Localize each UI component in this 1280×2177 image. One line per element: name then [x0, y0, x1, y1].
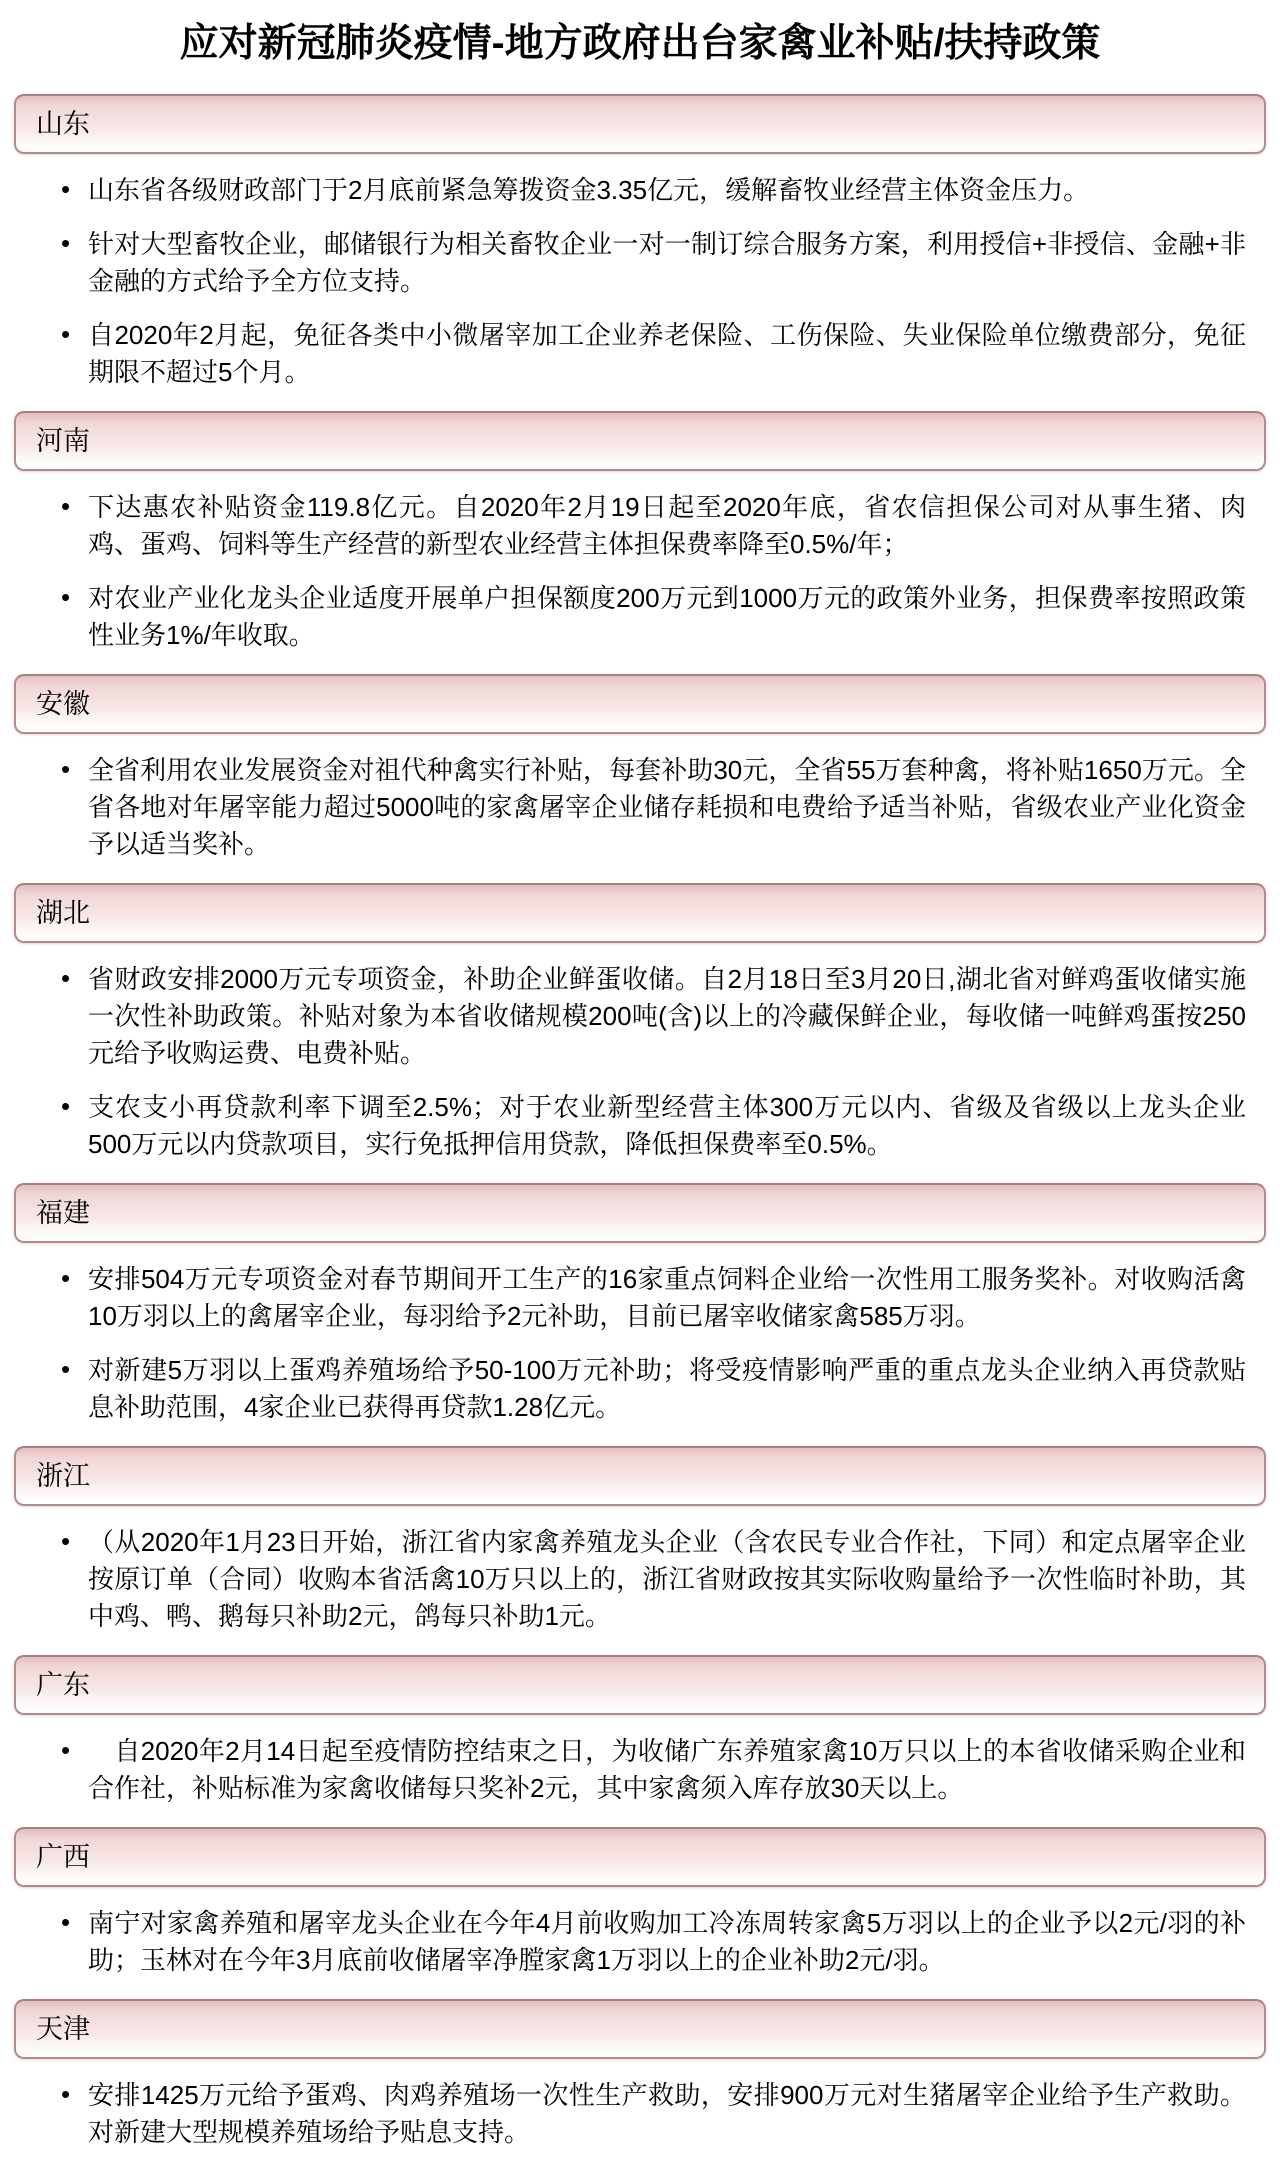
province-header: [14, 1446, 1266, 1506]
policy-bullet-item: • 支农支小再贷款利率下调至2.5%；对于农业新型经营主体300万元以内、省级及省级以上龙头企业500万元以内贷款项目，实行免抵押信用贷款，降低担保费率至0.5%。: [88, 1089, 1246, 1163]
province-section: [0, 411, 1280, 654]
province-header: [14, 883, 1266, 943]
policy-list: [0, 2077, 1280, 2151]
policy-bullet-item: • 安排1425万元给予蛋鸡、肉鸡养殖场一次性生产救助，安排900万元对生猪屠宰企业给予生产救助。对新建大型规模养殖场给予贴息支持。: [88, 2077, 1246, 2151]
page-title: 应对新冠肺炎疫情-地方政府出台家禽业补贴/扶持政策: [179, 22, 1101, 65]
province-section: [0, 883, 1280, 1163]
sections-container: [0, 94, 1280, 2151]
province-name: 山东: [36, 108, 90, 139]
policy-bullet-item: • 安排504万元专项资金对春节期间开工生产的16家重点饲料企业给一次性用工服务奖补。对收购活禽10万羽以上的禽屠宰企业，每羽给予2元补助，目前已屠宰收储家禽585万羽。: [88, 1261, 1246, 1335]
province-name: 广西: [36, 1841, 90, 1872]
province-header: [14, 1655, 1266, 1715]
province-name: 天津: [36, 2013, 90, 2044]
policy-list: [0, 1524, 1280, 1635]
policy-bullet-item: • 下达惠农补贴资金119.8亿元。自2020年2月19日起至2020年底，省农信担保公司对从事生猪、肉鸡、蛋鸡、饲料等生产经营的新型农业经营主体担保费率降至0.5%/年；: [88, 489, 1246, 563]
province-name: 河南: [36, 425, 90, 456]
province-header: [14, 1183, 1266, 1243]
province-name: 浙江: [36, 1460, 90, 1491]
province-header: [14, 1999, 1266, 2059]
policy-bullet-item: • 山东省各级财政部门于2月底前紧急筹拨资金3.35亿元，缓解畜牧业经营主体资金压力。: [88, 172, 1246, 209]
province-header: [14, 1827, 1266, 1887]
policy-list: [0, 489, 1280, 654]
province-section: [0, 1446, 1280, 1635]
province-section: [0, 94, 1280, 391]
policy-bullet-item: • 自2020年2月起，免征各类中小微屠宰加工企业养老保险、工伤保险、失业保险单位缴费部分，免征期限不超过5个月。: [88, 317, 1246, 391]
policy-list: [0, 172, 1280, 391]
policy-list: [0, 1733, 1280, 1807]
province-section: [0, 1999, 1280, 2151]
policy-list: [0, 752, 1280, 863]
province-header: [14, 94, 1266, 154]
policy-bullet-item: • （从2020年1月23日开始，浙江省内家禽养殖龙头企业（含农民专业合作社，下同）和定点屠宰企业按原订单（合同）收购本省活禽10万只以上的，浙江省财政按其实际收购量给予一次性临时补助，其中鸡、鸭、鹅每只补助2元，鸽每只补助1元。: [88, 1524, 1246, 1635]
policy-bullet-item: • 全省利用农业发展资金对祖代种禽实行补贴，每套补助30元，全省55万套种禽，将补贴1650万元。全省各地对年屠宰能力超过5000吨的家禽屠宰企业储存耗损和电费给予适当补贴，省级农业产业化资金予以适当奖补。: [88, 752, 1246, 863]
policy-bullet-item: • 对新建5万羽以上蛋鸡养殖场给予50-100万元补助；将受疫情影响严重的重点龙头企业纳入再贷款贴息补助范围，4家企业已获得再贷款1.28亿元。: [88, 1352, 1246, 1426]
province-name: 福建: [36, 1197, 90, 1228]
policy-bullet-item: • 自2020年2月14日起至疫情防控结束之日，为收储广东养殖家禽10万只以上的本省收储采购企业和合作社，补贴标准为家禽收储每只奖补2元，其中家禽须入库存放30天以上。: [88, 1733, 1246, 1807]
province-section: [0, 674, 1280, 863]
policy-list: [0, 961, 1280, 1163]
policy-bullet-item: • 对农业产业化龙头企业适度开展单户担保额度200万元到1000万元的政策外业务，担保费率按照政策性业务1%/年收取。: [88, 580, 1246, 654]
policy-list: [0, 1261, 1280, 1426]
policy-bullet-item: • 省财政安排2000万元专项资金，补助企业鲜蛋收储。自2月18日至3月20日,湖北省对鲜鸡蛋收储实施一次性补助政策。补贴对象为本省收储规模200吨(含)以上的冷藏保鲜企业，每收储一吨鲜鸡蛋按250元给予收购运费、电费补贴。: [88, 961, 1246, 1072]
province-section: [0, 1655, 1280, 1807]
province-name: 湖北: [36, 897, 90, 928]
province-name: 安徽: [36, 688, 90, 719]
province-section: [0, 1827, 1280, 1979]
province-name: 广东: [36, 1669, 90, 1700]
policy-list: [0, 1905, 1280, 1979]
province-section: [0, 1183, 1280, 1426]
policy-bullet-item: • 南宁对家禽养殖和屠宰龙头企业在今年4月前收购加工冷冻周转家禽5万羽以上的企业予以2元/羽的补助；玉林对在今年3月底前收储屠宰净膛家禽1万羽以上的企业补助2元/羽。: [88, 1905, 1246, 1979]
province-header: [14, 674, 1266, 734]
province-header: [14, 411, 1266, 471]
policy-bullet-item: • 针对大型畜牧企业，邮储银行为相关畜牧企业一对一制订综合服务方案，利用授信+非授信、金融+非金融的方式给予全方位支持。: [88, 226, 1246, 300]
